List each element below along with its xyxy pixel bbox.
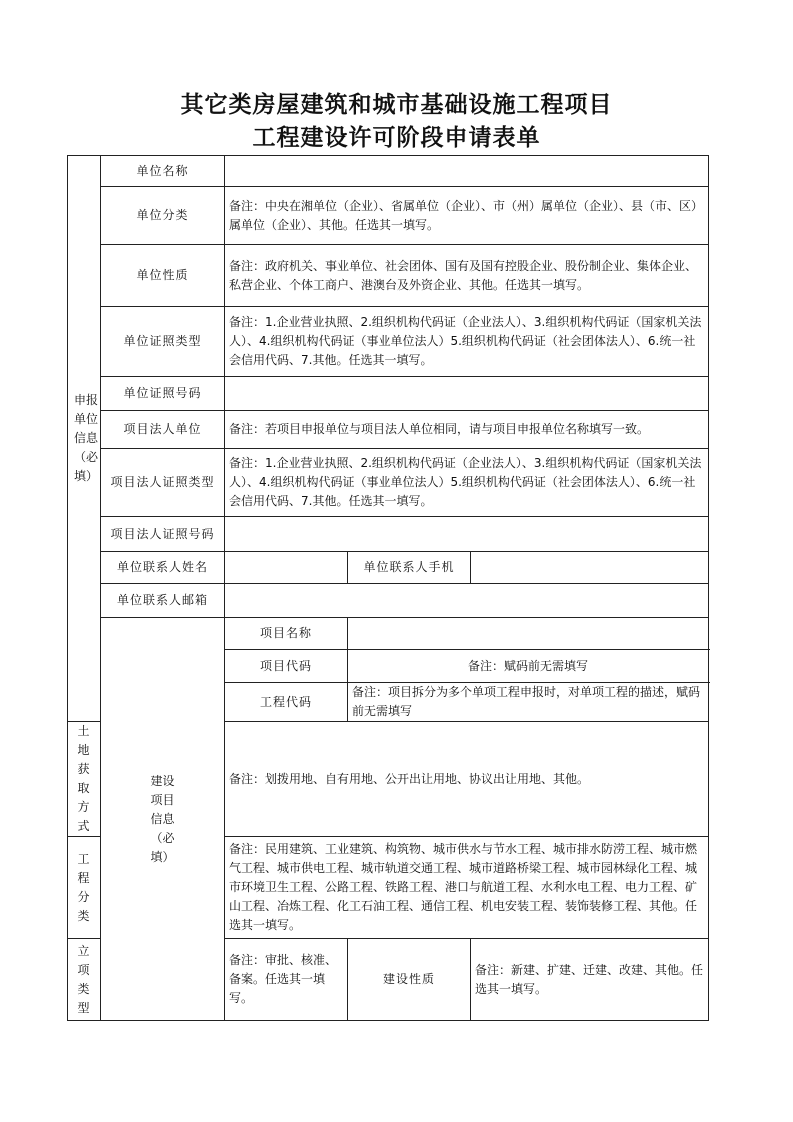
unit-cert-type-field[interactable]: 备注：1.企业营业执照、2.组织机构代码证（企业法人）、3.组织机构代码证（国家机关法人）、4.组织机构代码证（事业单位法人）5.组织机构代码证（社会团体法人）、6.统一社会信用代码、7.其他。任选其一填写。: [225, 307, 709, 377]
contact-name-field[interactable]: [225, 552, 348, 584]
land-acquisition-field[interactable]: 备注：划拨用地、自有用地、公开出让用地、协议出让用地、其他。: [225, 722, 709, 837]
legal-cert-no-label: 项目法人证照号码: [101, 517, 225, 552]
project-name-label: 项目名称: [225, 618, 348, 650]
unit-cert-no-label: 单位证照号码: [101, 377, 225, 411]
unit-category-field[interactable]: 备注：中央在湘单位（企业）、省属单位（企业）、市（州）属单位（企业）、县（市、区）属单位（企业）、其他。任选其一填写。: [225, 187, 709, 245]
unit-cert-type-label: 单位证照类型: [101, 307, 225, 377]
applicant-section-label: 申报单位信息（必填）: [68, 156, 101, 722]
application-form-table: [67, 155, 709, 1021]
unit-name-field[interactable]: [225, 156, 709, 187]
unit-nature-label: 单位性质: [101, 245, 225, 307]
unit-cert-no-field[interactable]: [225, 377, 709, 411]
project-code-field[interactable]: 备注：赋码前无需填写: [348, 650, 709, 683]
project-name-field[interactable]: [348, 618, 709, 650]
legal-unit-label: 项目法人单位: [101, 411, 225, 449]
legal-cert-type-label: 项目法人证照类型: [101, 449, 225, 517]
approval-type-label: 立项类型: [68, 939, 101, 1021]
engineering-category-field[interactable]: 备注：民用建筑、工业建筑、构筑物、城市供水与节水工程、城市排水防涝工程、城市燃气工程、城市供电工程、城市轨道交通工程、城市道路桥梁工程、城市园林绿化工程、城市环境卫生工程、公路工程、铁路工程、港口与航道工程、水利水电工程、电力工程、矿山工程、冶炼工程、化工石油工程、通信工程、机电安装工程、装饰装修工程、其他。任选其一填写。: [225, 837, 709, 939]
approval-type-field[interactable]: 备注：审批、核准、备案。任选其一填写。: [225, 939, 348, 1021]
project-code-label: 项目代码: [225, 650, 348, 683]
unit-category-label: 单位分类: [101, 187, 225, 245]
contact-email-label: 单位联系人邮箱: [101, 584, 225, 618]
land-acquisition-label: 土地获取方式: [68, 722, 101, 837]
legal-cert-no-field[interactable]: [225, 517, 709, 552]
unit-nature-field[interactable]: 备注：政府机关、事业单位、社会团体、国有及国有控股企业、股份制企业、集体企业、私营企业、个体工商户、港澳台及外资企业、其他。任选其一填写。: [225, 245, 709, 307]
contact-email-field[interactable]: [225, 584, 709, 618]
form-title-line2: 工程建设许可阶段申请表单: [252, 124, 541, 151]
contact-phone-label: 单位联系人手机: [348, 552, 471, 584]
build-nature-field[interactable]: 备注：新建、扩建、迁建、改建、其他。任选其一填写。: [471, 939, 709, 1021]
legal-cert-type-field[interactable]: 备注：1.企业营业执照、2.组织机构代码证（企业法人）、3.组织机构代码证（国家机关法人）、4.组织机构代码证（事业单位法人）5.组织机构代码证（社会团体法人）、6.统一社会信用代码、7.其他。任选其一填写。: [225, 449, 709, 517]
engineering-code-field[interactable]: 备注：项目拆分为多个单项工程申报时，对单项工程的描述，赋码前无需填写: [348, 683, 709, 722]
engineering-code-label: 工程代码: [225, 683, 348, 722]
build-nature-label: 建设性质: [348, 939, 471, 1021]
project-section-label: 建设项目信息（必填）: [101, 618, 225, 1021]
unit-name-label: 单位名称: [101, 156, 225, 187]
legal-unit-field[interactable]: 备注：若项目申报单位与项目法人单位相同，请与项目申报单位名称填写一致。: [225, 411, 709, 449]
form-title-line1: 其它类房屋建筑和城市基础设施工程项目: [180, 91, 613, 118]
engineering-category-label: 工程分类: [68, 837, 101, 939]
contact-name-label: 单位联系人姓名: [101, 552, 225, 584]
contact-phone-field[interactable]: [471, 552, 709, 584]
